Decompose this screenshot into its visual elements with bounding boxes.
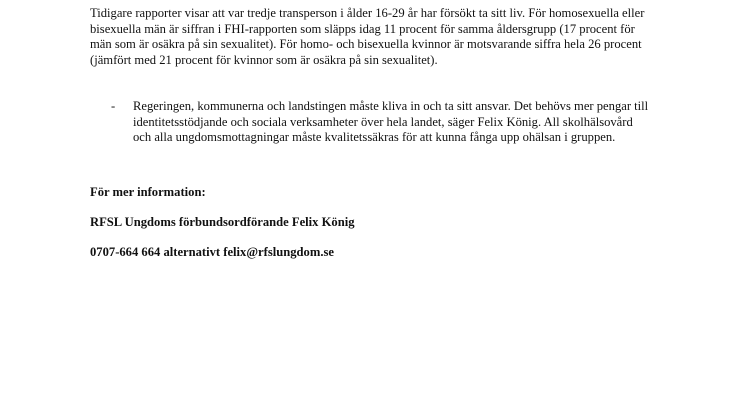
body-paragraph: Tidigare rapporter visar att var tredje transperson i ålder 16-29 år har försökt ta sitt liv. För homosexuella eller bisexuella män är siffran i FHI-rapporten som släpps idag 11 procent för samma åldersgrupp (17 procent för män som är osäkra på sin sexualitet). För homo- och bisexuella kvinnor är motsvarande siffra hela 26 procent (jämfört med 21 procent för kvinnor som är osäkra på sin sexualitet).	[90, 6, 645, 67]
bullet-text: Regeringen, kommunerna och landstingen måste kliva in och ta sitt ansvar. Det behövs mer pengar till identitetsstödjande och sociala verksamheter över hela landet, säger Felix König. All skolhälsovård och alla ungdomsmottagningar måste kvalitetssäkras för att kunna fånga upp ohälsan i gruppen.	[133, 99, 649, 145]
contact-name: RFSL Ungdoms förbundsordförande Felix König	[90, 215, 355, 229]
contact-details: 0707-664 664 alternativt felix@rfslungdom.se	[90, 245, 334, 259]
more-info-heading: För mer information:	[90, 185, 206, 199]
bullet-marker: -	[111, 99, 116, 113]
